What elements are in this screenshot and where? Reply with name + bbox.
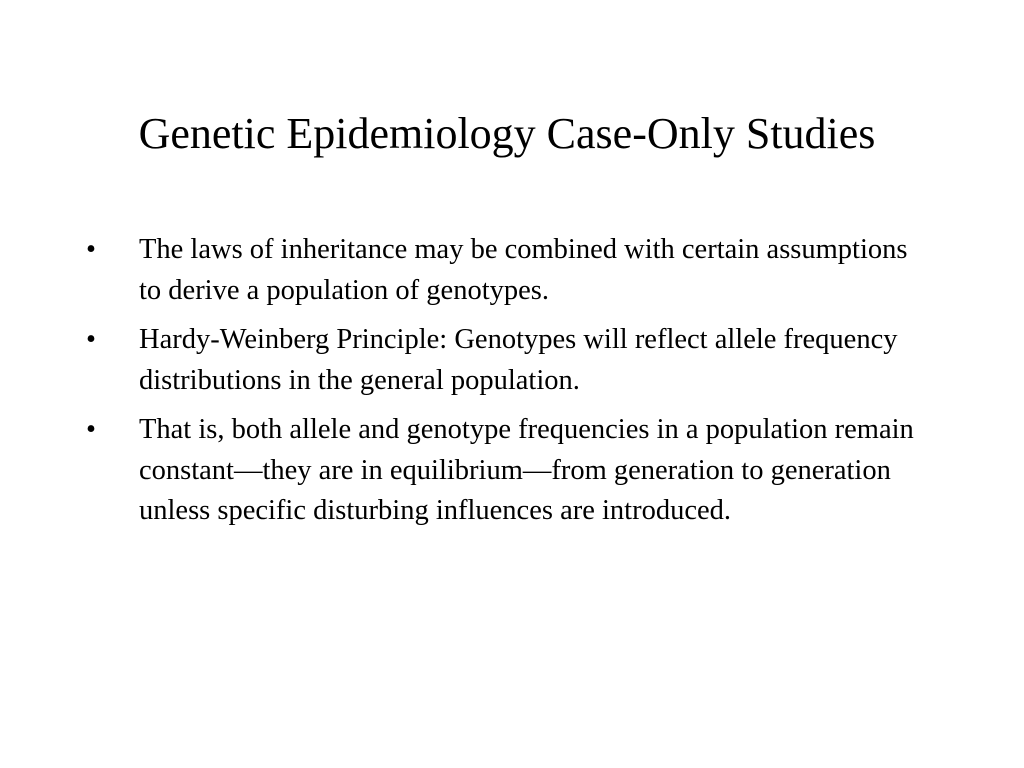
bullet-list [86, 230, 926, 541]
bullet-marker: • [86, 414, 96, 445]
bullet-marker: • [86, 324, 96, 355]
slide-title: Genetic Epidemiology Case-Only Studies [138, 109, 876, 158]
bullet-item-3 [86, 410, 926, 532]
bullet-item-1 [86, 230, 926, 311]
bullet-text: The laws of inheritance may be combined with certain assumptions to derive a population of genotypes. [139, 234, 908, 306]
bullet-item-2 [86, 320, 926, 401]
bullet-marker: • [86, 234, 96, 265]
bullet-text: Hardy-Weinberg Principle: Genotypes will reflect allele frequency distributions in the general population. [139, 324, 898, 396]
bullet-text: That is, both allele and genotype frequencies in a population remain constant—they are in equilibrium—from generation to generation unless specific disturbing influences are introduced. [139, 414, 914, 526]
